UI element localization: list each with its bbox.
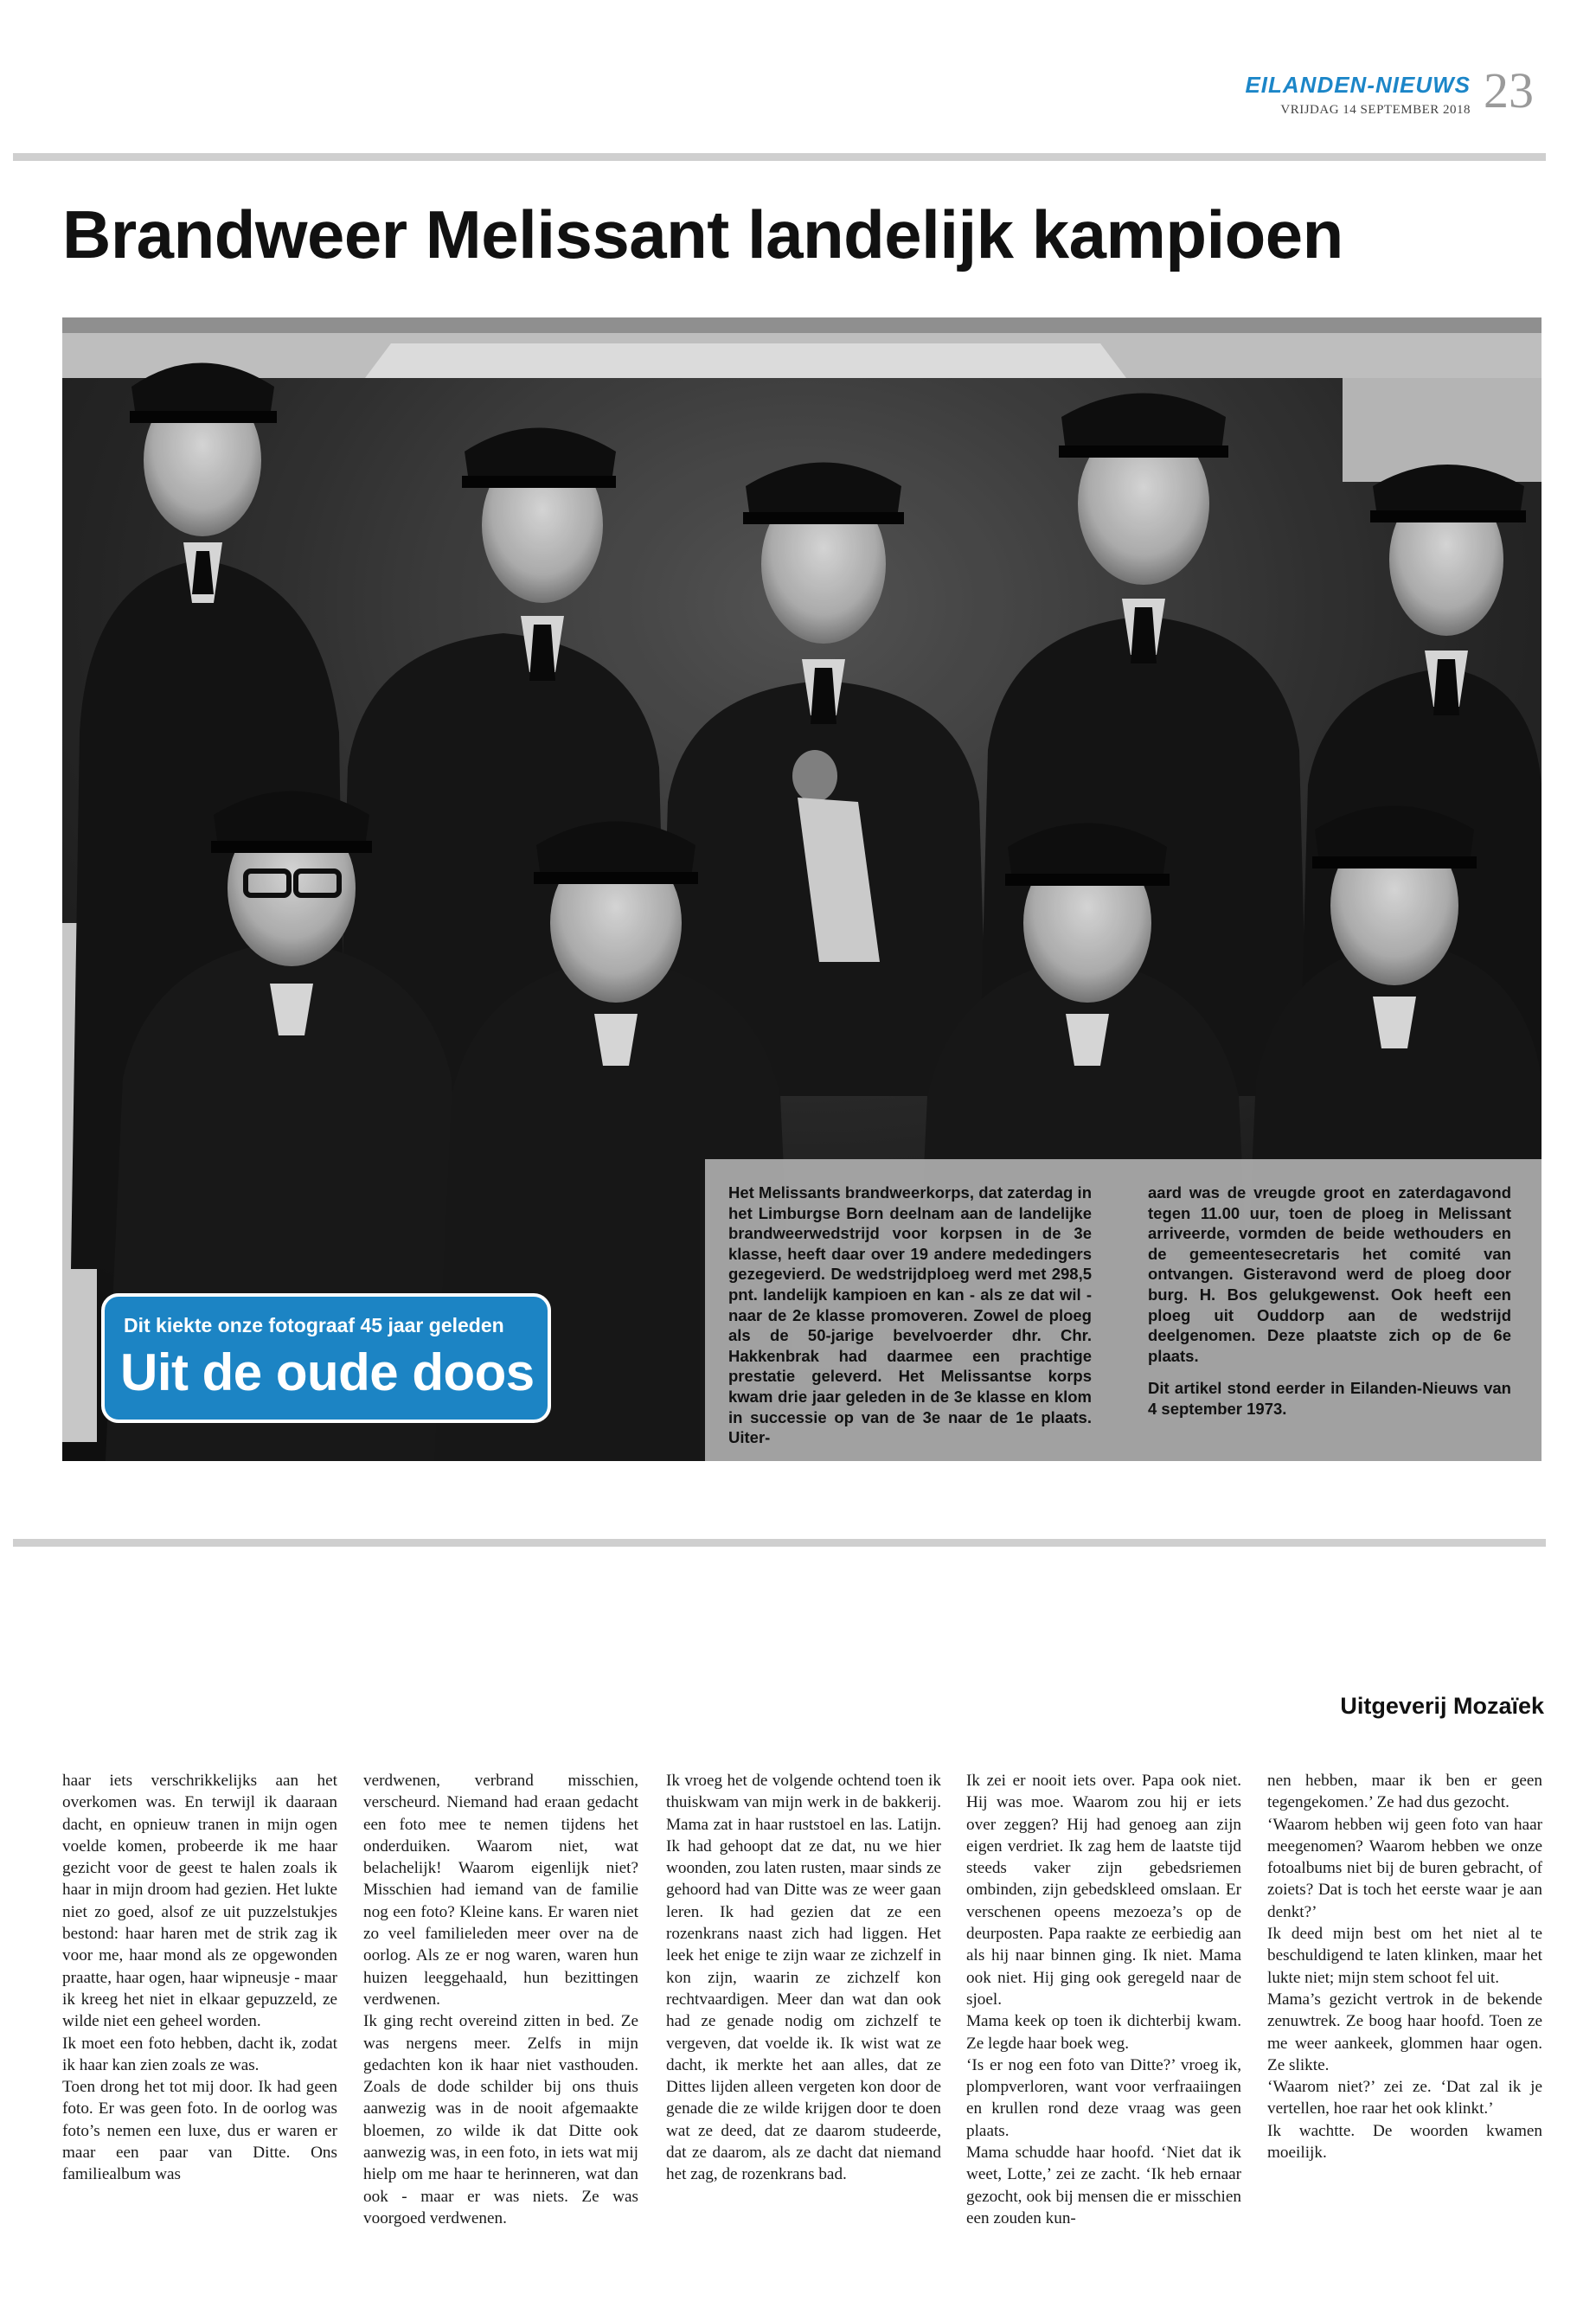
- caption-text-1: Het Melissants brandweerkorps, dat zaterdag in het Limburgse Born deelnam aan de landelijke brandweerwedstrijd voor korpsen in de 3e klasse, heeft daar over 19 andere mededingers gezegevierd. De wedstrijdploeg werd met 298,5 pnt. landelijk kampioen en kan - als ze dat wil - naar de 2e klasse promoveren. Zowel de ploeg als de 50-jarige bevelvoerder dhr. Chr. Hakkenbrak had daarmee een prachtige prestatie geleverd. Het Melissantse korps kwam drie jaar geleden in de 3e klasse en klom in successie op van de 3e naar de 1e plaats. Uiter-: [728, 1183, 1092, 1447]
- paragraph: nen hebben, maar ik ben er geen tegengekomen.’ Ze had dus gezocht.: [1267, 1772, 1542, 1812]
- story-column-1: [62, 1770, 337, 2186]
- paragraph: ‘Waarom niet?’ zei ze. ‘Dat zal ik je vertellen, hoe raar het ook klinkt.’: [1267, 2078, 1542, 2118]
- masthead: [1202, 74, 1471, 118]
- story-column-3: [666, 1770, 941, 2186]
- paragraph: Mama’s gezicht vertrok in de bekende zenuwtrek. Ze boog haar hoofd. Toen ze me weer aankeek, glommen haar ogen. Ze slikte.: [1267, 1990, 1542, 2074]
- badge-title: Uit de oude doos: [120, 1343, 535, 1401]
- paragraph: Mama keek op toen ik dichterbij kwam. Ze legde haar boek weg.: [966, 2012, 1241, 2053]
- newspaper-logo: EILANDEN-NIEUWS: [1245, 72, 1471, 98]
- paragraph: ‘Is er nog een foto van Ditte?’ vroeg ik, plompverloren, want voor verfraaiingen en krullen rond deze vraag was geen plaats.: [966, 2055, 1241, 2140]
- paragraph: Ik deed mijn best om het niet al te beschuldigend te laten klinken, maar het lukte niet; mijn stem schoot fel uit.: [1267, 1925, 1542, 1987]
- paragraph: Toen drong het tot mij door. Ik had geen foto. Er was geen foto. In de oorlog was foto’s nemen een luxe, dus er waren er maar een paar van Ditte. Ons familiealbum was: [62, 2078, 337, 2184]
- paragraph: haar iets verschrikkelijks aan het overkomen was. En terwijl ik daaraan dacht, en opnieuw tranen in mijn ogen voelde komen, probeerde ik me haar gezicht voor de geest te halen zoals ik haar in mijn droom had gezien. Het lukte niet zo goed, alsof ze uit puzzelstukjes bestond: haar haren met de strik zag ik voor me, haar mond als ze opgewonden praatte, haar ogen, haar wipneusje - maar ik kreeg het niet in elkaar gepuzzeld, ze wilde niet een geheel worden.: [62, 1772, 337, 2031]
- page-number: 23: [1484, 62, 1534, 119]
- paragraph: verdwenen, verbrand misschien, verscheurd. Niemand had eraan gedacht een foto mee te nemen tijdens het onderduiken. Waarom niet, wat belachelijk! Waarom eigenlijk niet? Misschien had iemand van de familie nog een foto? Kleine kans. Er waren niet zo veel familieleden meer over na de oorlog. Als ze er nog waren, waren hun huizen leeggehaald, hun bezittingen verdwenen.: [363, 1772, 638, 2009]
- story-column-4: [966, 1770, 1241, 2229]
- paragraph: Ik vroeg het de volgende ochtend toen ik thuiskwam van mijn werk in de bakkerij. Mama zat in haar ruststoel en las. Latijn. Ik had gehoopt dat ze dat, nu we hier woonden, zou laten rusten, maar sinds ze gehoord had van Ditte was ze weer gaan leren. Ik had gezien dat ze een rozenkrans naast zich had liggen. Het leek het enige te zijn waar ze zichzelf in kon zijn, waarin ze zichzelf kon rechtvaardigen. Meer dan wat dan ook had ze genade nodig om zichzelf te vergeven, dat voelde ik. Ik wist wat ze dacht, ik merkte het aan alles, dat ze Dittes lijden alleen vergeten kon door de genade die ze wilde krijgen door te doen wat ze deed, dat ze daarom studeerde, dat ze daarom, als ze dacht dat niemand het zag, de rozenkrans bad.: [666, 1772, 941, 2184]
- uit-de-oude-doos-badge: [101, 1293, 551, 1423]
- caption-text-2: aard was de vreugde groot en zaterdagavond tegen 11.00 uur, toen de ploeg in Melissant arriveerde, vormden de beide wethouders en de gemeentesecretaris het comité van ontvangen. Gisteravond werd de ploeg door burg. H. Bos gelukgewenst. Ook heeft een ploeg uit Ouddorp aan de wedstrijd deelgenomen. Deze plaatste zich op de 6e plaats.: [1148, 1183, 1511, 1365]
- caption-column-2: [1148, 1183, 1511, 1420]
- top-divider: [13, 153, 1546, 161]
- story-column-2: [363, 1770, 638, 2229]
- publisher-credit: Uitgeverij Mozaïek: [1340, 1693, 1544, 1719]
- article-headline: Brandweer Melissant landelijk kampioen: [62, 196, 1343, 272]
- caption-column-1: [728, 1183, 1092, 1448]
- paragraph: Ik ging recht overeind zitten in bed. Ze was nergens meer. Zelfs in mijn gedachten kon ik haar niet vasthouden. Zoals de dode schilder bij ons thuis aanwezig was in de nooit afgemaakte bloemen, zo wilde ik dat Ditte ook aanwezig was, in een foto, in iets wat mij hielp om me haar te herinneren, wat dan ook - maar er was niets. Ze was voorgoed verdwenen.: [363, 2012, 638, 2227]
- paragraph: Ik wachtte. De woorden kwamen moeilijk.: [1267, 2121, 1542, 2163]
- photo-caption: [705, 1159, 1542, 1461]
- badge-subtitle: Dit kiekte onze fotograaf 45 jaar geleden: [124, 1314, 504, 1336]
- paragraph: Ik moet een foto hebben, dacht ik, zodat ik haar kan zien zoals ze was.: [62, 2034, 337, 2074]
- paragraph: Ik zei er nooit iets over. Papa ook niet. Hij was moe. Waarom zou hij er iets over zeggen? Hij had genoeg aan zijn eigen verdriet. Ik zag hem de laatste tijd steeds vaker zijn gebedsriemen ombinden, zijn gebedskleed omslaan. Er verschenen opeens mezoeza’s op de deurposten. Papa raakte ze eerbiedig aan als hij naar binnen ging. Ik niet. Mama ook niet. Hij ging ook geregeld naar de sjoel.: [966, 1772, 1241, 2009]
- section-divider: [13, 1539, 1546, 1547]
- story-column-5: [1267, 1770, 1542, 2163]
- caption-source: Dit artikel stond eerder in Eilanden-Nieuws van 4 september 1973.: [1148, 1379, 1511, 1418]
- issue-date: VRIJDAG 14 SEPTEMBER 2018: [1280, 103, 1471, 117]
- paragraph: Mama schudde haar hoofd. ‘Niet dat ik weet, Lotte,’ zei ze zacht. ‘Ik heb ernaar gezocht, ook bij mensen die er misschien een zouden kun-: [966, 2144, 1241, 2227]
- paragraph: ‘Waarom hebben wij geen foto van haar meegenomen? Waarom hebben we onze fotoalbums niet bij de buren gebracht, of zoiets? Dat is toch het eerste waar je aan denkt?’: [1267, 1815, 1542, 1921]
